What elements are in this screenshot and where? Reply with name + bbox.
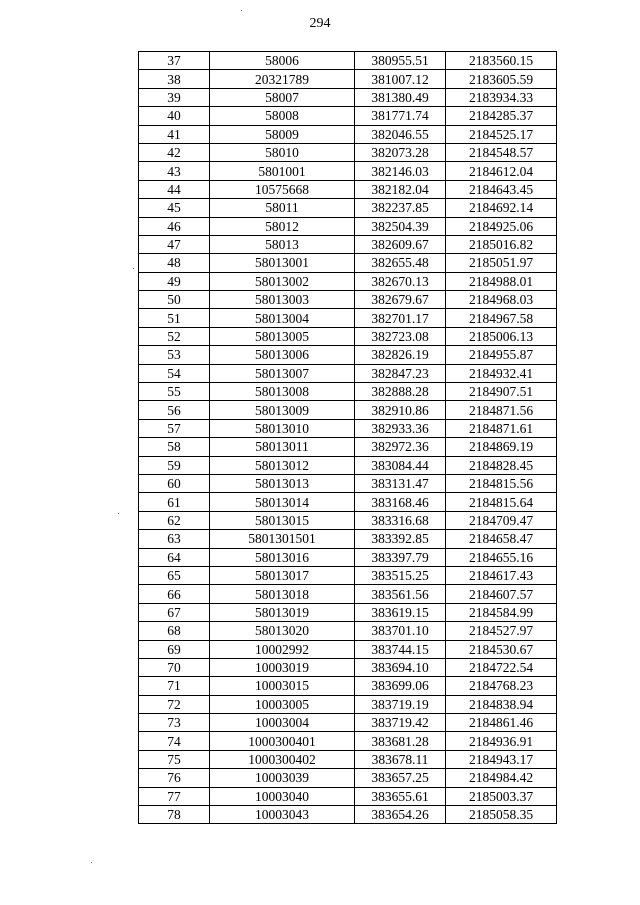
x-coordinate-cell: 381380.49	[355, 88, 446, 106]
y-coordinate-cell: 2184871.56	[446, 401, 557, 419]
x-coordinate-cell: 382933.36	[355, 419, 446, 437]
scan-speck	[91, 862, 92, 863]
y-coordinate-cell: 2184548.57	[446, 143, 557, 161]
point-id-cell: 1000300402	[210, 750, 355, 768]
x-coordinate-cell: 383719.42	[355, 714, 446, 732]
table-row	[139, 401, 557, 419]
table-row	[139, 585, 557, 603]
point-id-cell: 58013003	[210, 291, 355, 309]
point-id-cell: 10002992	[210, 640, 355, 658]
x-coordinate-cell: 382237.85	[355, 199, 446, 217]
table-row	[139, 272, 557, 290]
scan-speck	[241, 10, 242, 11]
x-coordinate-cell: 382679.67	[355, 291, 446, 309]
row-number-cell: 74	[139, 732, 210, 750]
y-coordinate-cell: 2184643.45	[446, 180, 557, 198]
x-coordinate-cell: 380955.51	[355, 52, 446, 70]
table-row	[139, 217, 557, 235]
table-row	[139, 622, 557, 640]
row-number-cell: 50	[139, 291, 210, 309]
row-number-cell: 40	[139, 107, 210, 125]
table-row	[139, 787, 557, 805]
table-row	[139, 107, 557, 125]
y-coordinate-cell: 2184815.56	[446, 474, 557, 492]
y-coordinate-cell: 2184925.06	[446, 217, 557, 235]
y-coordinate-cell: 2184285.37	[446, 107, 557, 125]
x-coordinate-cell: 383619.15	[355, 603, 446, 621]
point-id-cell: 58013020	[210, 622, 355, 640]
point-id-cell: 10003005	[210, 695, 355, 713]
point-id-cell: 10003004	[210, 714, 355, 732]
row-number-cell: 45	[139, 199, 210, 217]
y-coordinate-cell: 2184692.14	[446, 199, 557, 217]
table-row	[139, 254, 557, 272]
row-number-cell: 44	[139, 180, 210, 198]
row-number-cell: 49	[139, 272, 210, 290]
coordinates-table	[138, 51, 557, 824]
x-coordinate-cell: 383316.68	[355, 511, 446, 529]
y-coordinate-cell: 2184584.99	[446, 603, 557, 621]
table-row	[139, 493, 557, 511]
scan-speck	[118, 513, 119, 514]
table-row	[139, 603, 557, 621]
y-coordinate-cell: 2183934.33	[446, 88, 557, 106]
row-number-cell: 54	[139, 364, 210, 382]
table-row	[139, 566, 557, 584]
y-coordinate-cell: 2184768.23	[446, 677, 557, 695]
y-coordinate-cell: 2183605.59	[446, 70, 557, 88]
point-id-cell: 58013007	[210, 364, 355, 382]
table-row	[139, 750, 557, 768]
table-row	[139, 309, 557, 327]
row-number-cell: 43	[139, 162, 210, 180]
point-id-cell: 58013008	[210, 383, 355, 401]
x-coordinate-cell: 382655.48	[355, 254, 446, 272]
point-id-cell: 58013012	[210, 456, 355, 474]
x-coordinate-cell: 383655.61	[355, 787, 446, 805]
table-row	[139, 511, 557, 529]
row-number-cell: 62	[139, 511, 210, 529]
point-id-cell: 5801301501	[210, 530, 355, 548]
table-row	[139, 70, 557, 88]
y-coordinate-cell: 2184967.58	[446, 309, 557, 327]
point-id-cell: 58009	[210, 125, 355, 143]
x-coordinate-cell: 383699.06	[355, 677, 446, 695]
y-coordinate-cell: 2185016.82	[446, 235, 557, 253]
point-id-cell: 58013014	[210, 493, 355, 511]
row-number-cell: 41	[139, 125, 210, 143]
row-number-cell: 37	[139, 52, 210, 70]
table-row	[139, 180, 557, 198]
point-id-cell: 10003043	[210, 806, 355, 824]
y-coordinate-cell: 2184871.61	[446, 419, 557, 437]
y-coordinate-cell: 2184607.57	[446, 585, 557, 603]
table-row	[139, 640, 557, 658]
x-coordinate-cell: 383657.25	[355, 769, 446, 787]
table-row	[139, 346, 557, 364]
y-coordinate-cell: 2184658.47	[446, 530, 557, 548]
y-coordinate-cell: 2184709.47	[446, 511, 557, 529]
y-coordinate-cell: 2184815.64	[446, 493, 557, 511]
row-number-cell: 67	[139, 603, 210, 621]
y-coordinate-cell: 2184907.51	[446, 383, 557, 401]
x-coordinate-cell: 382826.19	[355, 346, 446, 364]
row-number-cell: 72	[139, 695, 210, 713]
row-number-cell: 57	[139, 419, 210, 437]
y-coordinate-cell: 2183560.15	[446, 52, 557, 70]
y-coordinate-cell: 2185058.35	[446, 806, 557, 824]
point-id-cell: 58007	[210, 88, 355, 106]
y-coordinate-cell: 2185051.97	[446, 254, 557, 272]
x-coordinate-cell: 381771.74	[355, 107, 446, 125]
row-number-cell: 60	[139, 474, 210, 492]
row-number-cell: 42	[139, 143, 210, 161]
table-row	[139, 530, 557, 548]
row-number-cell: 56	[139, 401, 210, 419]
row-number-cell: 69	[139, 640, 210, 658]
row-number-cell: 59	[139, 456, 210, 474]
row-number-cell: 65	[139, 566, 210, 584]
x-coordinate-cell: 382073.28	[355, 143, 446, 161]
row-number-cell: 61	[139, 493, 210, 511]
point-id-cell: 58013018	[210, 585, 355, 603]
y-coordinate-cell: 2184655.16	[446, 548, 557, 566]
x-coordinate-cell: 383084.44	[355, 456, 446, 474]
row-number-cell: 48	[139, 254, 210, 272]
point-id-cell: 10003040	[210, 787, 355, 805]
table-row	[139, 456, 557, 474]
x-coordinate-cell: 383701.10	[355, 622, 446, 640]
row-number-cell: 47	[139, 235, 210, 253]
point-id-cell: 58011	[210, 199, 355, 217]
table-row	[139, 52, 557, 70]
row-number-cell: 78	[139, 806, 210, 824]
x-coordinate-cell: 383397.79	[355, 548, 446, 566]
point-id-cell: 10003039	[210, 769, 355, 787]
row-number-cell: 53	[139, 346, 210, 364]
table-row	[139, 732, 557, 750]
row-number-cell: 71	[139, 677, 210, 695]
x-coordinate-cell: 383561.56	[355, 585, 446, 603]
y-coordinate-cell: 2184943.17	[446, 750, 557, 768]
y-coordinate-cell: 2184838.94	[446, 695, 557, 713]
table-row	[139, 769, 557, 787]
point-id-cell: 58013019	[210, 603, 355, 621]
point-id-cell: 10575668	[210, 180, 355, 198]
x-coordinate-cell: 383678.11	[355, 750, 446, 768]
y-coordinate-cell: 2184988.01	[446, 272, 557, 290]
y-coordinate-cell: 2184722.54	[446, 658, 557, 676]
table-row	[139, 695, 557, 713]
row-number-cell: 64	[139, 548, 210, 566]
row-number-cell: 63	[139, 530, 210, 548]
y-coordinate-cell: 2184936.91	[446, 732, 557, 750]
x-coordinate-cell: 381007.12	[355, 70, 446, 88]
table-row	[139, 438, 557, 456]
point-id-cell: 58013001	[210, 254, 355, 272]
x-coordinate-cell: 382182.04	[355, 180, 446, 198]
x-coordinate-cell: 382847.23	[355, 364, 446, 382]
row-number-cell: 68	[139, 622, 210, 640]
point-id-cell: 58013009	[210, 401, 355, 419]
table-row	[139, 474, 557, 492]
point-id-cell: 58013004	[210, 309, 355, 327]
x-coordinate-cell: 382910.86	[355, 401, 446, 419]
point-id-cell: 58013002	[210, 272, 355, 290]
table-row	[139, 199, 557, 217]
y-coordinate-cell: 2184869.19	[446, 438, 557, 456]
point-id-cell: 1000300401	[210, 732, 355, 750]
point-id-cell: 58013011	[210, 438, 355, 456]
y-coordinate-cell: 2184525.17	[446, 125, 557, 143]
point-id-cell: 58006	[210, 52, 355, 70]
point-id-cell: 58008	[210, 107, 355, 125]
table-row	[139, 235, 557, 253]
point-id-cell: 58013005	[210, 327, 355, 345]
x-coordinate-cell: 382972.36	[355, 438, 446, 456]
row-number-cell: 55	[139, 383, 210, 401]
coordinates-table-body	[139, 52, 557, 824]
x-coordinate-cell: 383694.10	[355, 658, 446, 676]
table-row	[139, 548, 557, 566]
row-number-cell: 51	[139, 309, 210, 327]
row-number-cell: 75	[139, 750, 210, 768]
table-row	[139, 143, 557, 161]
point-id-cell: 58013016	[210, 548, 355, 566]
x-coordinate-cell: 383392.85	[355, 530, 446, 548]
table-row	[139, 806, 557, 824]
point-id-cell: 10003019	[210, 658, 355, 676]
x-coordinate-cell: 383654.26	[355, 806, 446, 824]
y-coordinate-cell: 2184617.43	[446, 566, 557, 584]
row-number-cell: 77	[139, 787, 210, 805]
table-row	[139, 714, 557, 732]
row-number-cell: 46	[139, 217, 210, 235]
point-id-cell: 58013015	[210, 511, 355, 529]
table-row	[139, 291, 557, 309]
y-coordinate-cell: 2184968.03	[446, 291, 557, 309]
x-coordinate-cell: 382888.28	[355, 383, 446, 401]
y-coordinate-cell: 2184955.87	[446, 346, 557, 364]
y-coordinate-cell: 2185003.37	[446, 787, 557, 805]
table-row	[139, 383, 557, 401]
table-row	[139, 162, 557, 180]
row-number-cell: 38	[139, 70, 210, 88]
point-id-cell: 10003015	[210, 677, 355, 695]
row-number-cell: 73	[139, 714, 210, 732]
x-coordinate-cell: 382723.08	[355, 327, 446, 345]
x-coordinate-cell: 383515.25	[355, 566, 446, 584]
y-coordinate-cell: 2184861.46	[446, 714, 557, 732]
row-number-cell: 52	[139, 327, 210, 345]
y-coordinate-cell: 2184828.45	[446, 456, 557, 474]
scan-speck	[133, 268, 134, 269]
x-coordinate-cell: 382046.55	[355, 125, 446, 143]
table-row	[139, 88, 557, 106]
table-row	[139, 125, 557, 143]
y-coordinate-cell: 2184530.67	[446, 640, 557, 658]
x-coordinate-cell: 383719.19	[355, 695, 446, 713]
x-coordinate-cell: 383131.47	[355, 474, 446, 492]
y-coordinate-cell: 2184527.97	[446, 622, 557, 640]
x-coordinate-cell: 382609.67	[355, 235, 446, 253]
row-number-cell: 76	[139, 769, 210, 787]
page-number: 294	[309, 16, 331, 31]
y-coordinate-cell: 2184984.42	[446, 769, 557, 787]
x-coordinate-cell: 383681.28	[355, 732, 446, 750]
table-row	[139, 677, 557, 695]
row-number-cell: 58	[139, 438, 210, 456]
table-row	[139, 419, 557, 437]
y-coordinate-cell: 2185006.13	[446, 327, 557, 345]
point-id-cell: 5801001	[210, 162, 355, 180]
row-number-cell: 66	[139, 585, 210, 603]
row-number-cell: 70	[139, 658, 210, 676]
x-coordinate-cell: 383744.15	[355, 640, 446, 658]
y-coordinate-cell: 2184932.41	[446, 364, 557, 382]
x-coordinate-cell: 382504.39	[355, 217, 446, 235]
point-id-cell: 58013006	[210, 346, 355, 364]
point-id-cell: 58012	[210, 217, 355, 235]
x-coordinate-cell: 382670.13	[355, 272, 446, 290]
point-id-cell: 58013010	[210, 419, 355, 437]
table-row	[139, 327, 557, 345]
row-number-cell: 39	[139, 88, 210, 106]
point-id-cell: 58010	[210, 143, 355, 161]
point-id-cell: 58013017	[210, 566, 355, 584]
point-id-cell: 20321789	[210, 70, 355, 88]
x-coordinate-cell: 383168.46	[355, 493, 446, 511]
point-id-cell: 58013013	[210, 474, 355, 492]
x-coordinate-cell: 382701.17	[355, 309, 446, 327]
x-coordinate-cell: 382146.03	[355, 162, 446, 180]
y-coordinate-cell: 2184612.04	[446, 162, 557, 180]
point-id-cell: 58013	[210, 235, 355, 253]
table-row	[139, 364, 557, 382]
table-row	[139, 658, 557, 676]
